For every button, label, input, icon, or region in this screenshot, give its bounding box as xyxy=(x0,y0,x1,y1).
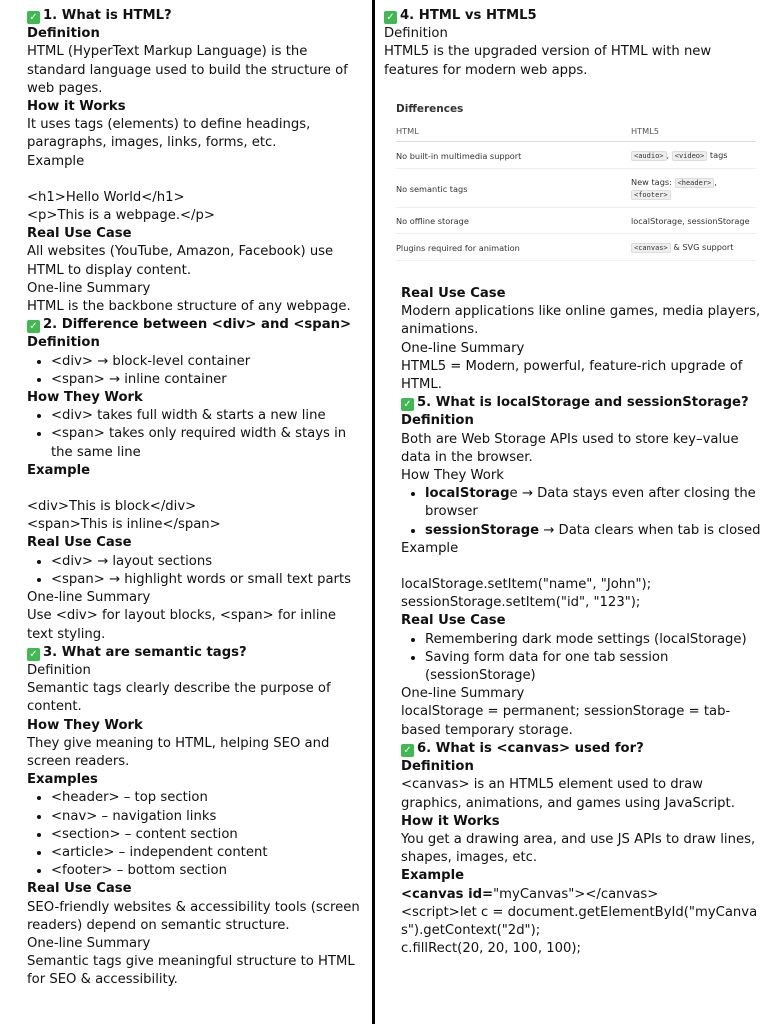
list-item: • <div> → block-level container xyxy=(51,353,365,371)
list-item xyxy=(425,485,764,521)
list-item: • <article> – independent content xyxy=(51,844,365,862)
table-header: HTML xyxy=(396,122,631,142)
code-line: sessionStorage.setItem("id", "123"); xyxy=(401,595,641,611)
summary-label: One-line Summary xyxy=(401,340,525,356)
section-heading xyxy=(27,7,365,25)
summary-text: HTML5 = Modern, powerful, feature-rich upgrade of HTML. xyxy=(401,358,743,393)
summary-text: localStorage = permanent; sessionStorage = tab-based temporary storage. xyxy=(401,704,731,738)
section-title: 5. What is localStorage and sessionStorage? xyxy=(417,395,749,411)
example-label: Example xyxy=(27,153,85,169)
section-heading xyxy=(401,740,764,758)
example-label: Examples xyxy=(27,772,98,788)
list-item xyxy=(425,522,764,540)
term-desc: → Data clears when tab is closed xyxy=(539,522,761,538)
examples-list xyxy=(27,789,365,880)
how-list xyxy=(401,485,764,540)
code-chip: <footer> xyxy=(631,190,671,200)
definition-list xyxy=(27,353,365,389)
list-item: • <span> → inline container xyxy=(51,371,365,389)
table-row xyxy=(396,234,756,261)
section-heading xyxy=(384,7,764,25)
code-line: <span>This is inline</span> xyxy=(27,517,221,533)
code-rest: "myCanvas"></canvas> xyxy=(493,886,659,902)
definition-text: <canvas> is an HTML5 element used to draw graphics, animations, and games using JavaScript. xyxy=(401,777,735,811)
right-column xyxy=(384,7,764,958)
definition-text: HTML (HyperText Markup Language) is the standard language used to build the structure of web pages. xyxy=(27,44,348,96)
list-item: • <div> → layout sections xyxy=(51,553,365,571)
section-title: 3. What are semantic tags? xyxy=(43,644,247,660)
summary-text: HTML is the backbone structure of any webpage. xyxy=(27,299,351,315)
list-item: • Saving form data for one tab session (sessionStorage) xyxy=(425,649,764,685)
table-row xyxy=(396,142,756,169)
summary-label: One-line Summary xyxy=(401,686,525,702)
table-header-row xyxy=(396,122,756,142)
table-cell: <audio> , <video> tags xyxy=(631,142,756,169)
use-case-label: Real Use Case xyxy=(401,286,506,302)
check-icon: ✓ xyxy=(27,11,40,24)
section-heading xyxy=(27,316,365,334)
table-row xyxy=(396,208,756,234)
list-item: • <section> – content section xyxy=(51,826,365,844)
use-case-label: Real Use Case xyxy=(401,613,506,629)
use-case-label: Real Use Case xyxy=(27,226,132,242)
differences-table xyxy=(396,122,756,261)
use-case-text: SEO-friendly websites & accessibility tools (screen readers) depend on semantic structure. xyxy=(27,899,360,933)
list-item: • <div> takes full width & starts a new line xyxy=(51,407,365,425)
check-icon: ✓ xyxy=(27,320,40,333)
table-row xyxy=(396,169,756,208)
table-cell: New tags: <header> , <footer> xyxy=(631,169,756,208)
term: localStorag xyxy=(425,486,510,502)
table-cell: Plugins required for animation xyxy=(396,234,631,261)
section-title: 2. Difference between <div> and <span> xyxy=(43,317,352,333)
code-chip: <header> xyxy=(675,178,715,188)
definition-text: HTML5 is the upgraded version of HTML with new features for modern web apps. xyxy=(384,44,712,78)
how-text: It uses tags (elements) to define headings, paragraphs, images, links, forms, etc. xyxy=(27,117,311,151)
section-title: 1. What is HTML? xyxy=(43,8,172,23)
summary-text: Use <div> for layout blocks, <span> for inline text styling. xyxy=(27,608,336,642)
use-case-label: Real Use Case xyxy=(27,535,132,551)
definition-label: Definition xyxy=(27,335,100,351)
table-cell: No built-in multimedia support xyxy=(396,142,631,169)
column-divider xyxy=(372,0,375,1024)
use-case-list xyxy=(27,553,365,589)
use-case-text: All websites (YouTube, Amazon, Facebook) use HTML to display content. xyxy=(27,244,334,278)
definition-label: Definition xyxy=(401,413,474,429)
how-text: You get a drawing area, and use JS APIs to draw lines, shapes, images, etc. xyxy=(401,831,756,866)
cell-text: New tags: xyxy=(631,177,672,188)
how-label: How They Work xyxy=(27,717,143,733)
definition-label: Definition xyxy=(27,662,91,678)
how-label: How it Works xyxy=(401,813,500,829)
example-label: Example xyxy=(401,868,465,884)
code-chip: <audio> xyxy=(631,151,667,161)
section-title: 4. HTML vs HTML5 xyxy=(400,8,537,23)
code-line: <div>This is block</div> xyxy=(27,499,197,515)
how-label: How They Work xyxy=(401,468,504,484)
use-case-label: Real Use Case xyxy=(27,881,132,897)
definition-text: Semantic tags clearly describe the purpose of content. xyxy=(27,681,331,715)
section-title: 6. What is <canvas> used for? xyxy=(417,740,644,756)
section-heading xyxy=(401,394,764,412)
check-icon: ✓ xyxy=(401,398,414,411)
code-line: localStorage.setItem("name", "John"); xyxy=(401,577,652,593)
table-cell xyxy=(631,234,756,261)
list-item: • <header> – top section xyxy=(51,789,365,807)
definition-label: Definition xyxy=(401,759,474,775)
code-line: <script>let c = document.getElementById("myCanvas").getContext("2d"); xyxy=(401,904,758,938)
section-heading xyxy=(27,644,365,662)
summary-text: Semantic tags give meaningful structure to HTML for SEO & accessibility. xyxy=(27,954,355,988)
code-line: <p>This is a webpage.</p> xyxy=(27,208,215,224)
list-item: • <span> → highlight words or small text parts xyxy=(51,571,365,589)
definition-text: Both are Web Storage APIs used to store key–value data in the browser. xyxy=(401,431,739,465)
example-label: Example xyxy=(401,540,459,556)
code-line: <h1>Hello World</h1> xyxy=(27,189,185,205)
cell-text: tags xyxy=(709,150,728,161)
list-item: • <nav> – navigation links xyxy=(51,808,365,826)
list-item: • Remembering dark mode settings (localStorage) xyxy=(425,631,764,649)
use-case-list xyxy=(401,631,764,686)
how-label: How it Works xyxy=(27,99,126,115)
table-cell: localStorage, sessionStorage xyxy=(631,208,756,234)
term-desc: e → Data stays even after closing the browser xyxy=(425,486,756,520)
cell-text: & SVG support xyxy=(673,242,734,253)
differences-title: Differences xyxy=(396,102,464,115)
how-text: They give meaning to HTML, helping SEO and screen readers. xyxy=(27,735,330,769)
use-case-text: Modern applications like online games, media players, animations. xyxy=(401,304,761,338)
check-icon: ✓ xyxy=(27,648,40,661)
left-column xyxy=(27,7,365,990)
table-header: HTML5 xyxy=(631,122,756,142)
how-label: How They Work xyxy=(27,390,143,406)
list-item: • <footer> – bottom section xyxy=(51,862,365,880)
code-chip: <video> xyxy=(672,151,708,161)
code-line xyxy=(401,886,764,904)
check-icon: ✓ xyxy=(384,11,397,24)
code-line: c.fillRect(20, 20, 100, 100); xyxy=(401,941,581,957)
definition-label: Definition xyxy=(384,26,448,42)
code-bold: <canvas id= xyxy=(401,886,494,902)
code-chip: <canvas> xyxy=(631,243,671,253)
example-label: Example xyxy=(27,462,91,478)
how-list xyxy=(27,407,365,462)
summary-label: One-line Summary xyxy=(27,590,151,606)
check-icon: ✓ xyxy=(401,744,414,757)
table-cell: No offline storage xyxy=(396,208,631,234)
list-item: • <span> takes only required width & stays in the same line xyxy=(51,425,365,461)
definition-label: Definition xyxy=(27,26,100,42)
table-cell: No semantic tags xyxy=(396,169,631,208)
term: sessionStorage xyxy=(425,522,540,538)
summary-label: One-line Summary xyxy=(27,280,151,296)
summary-label: One-line Summary xyxy=(27,935,151,951)
